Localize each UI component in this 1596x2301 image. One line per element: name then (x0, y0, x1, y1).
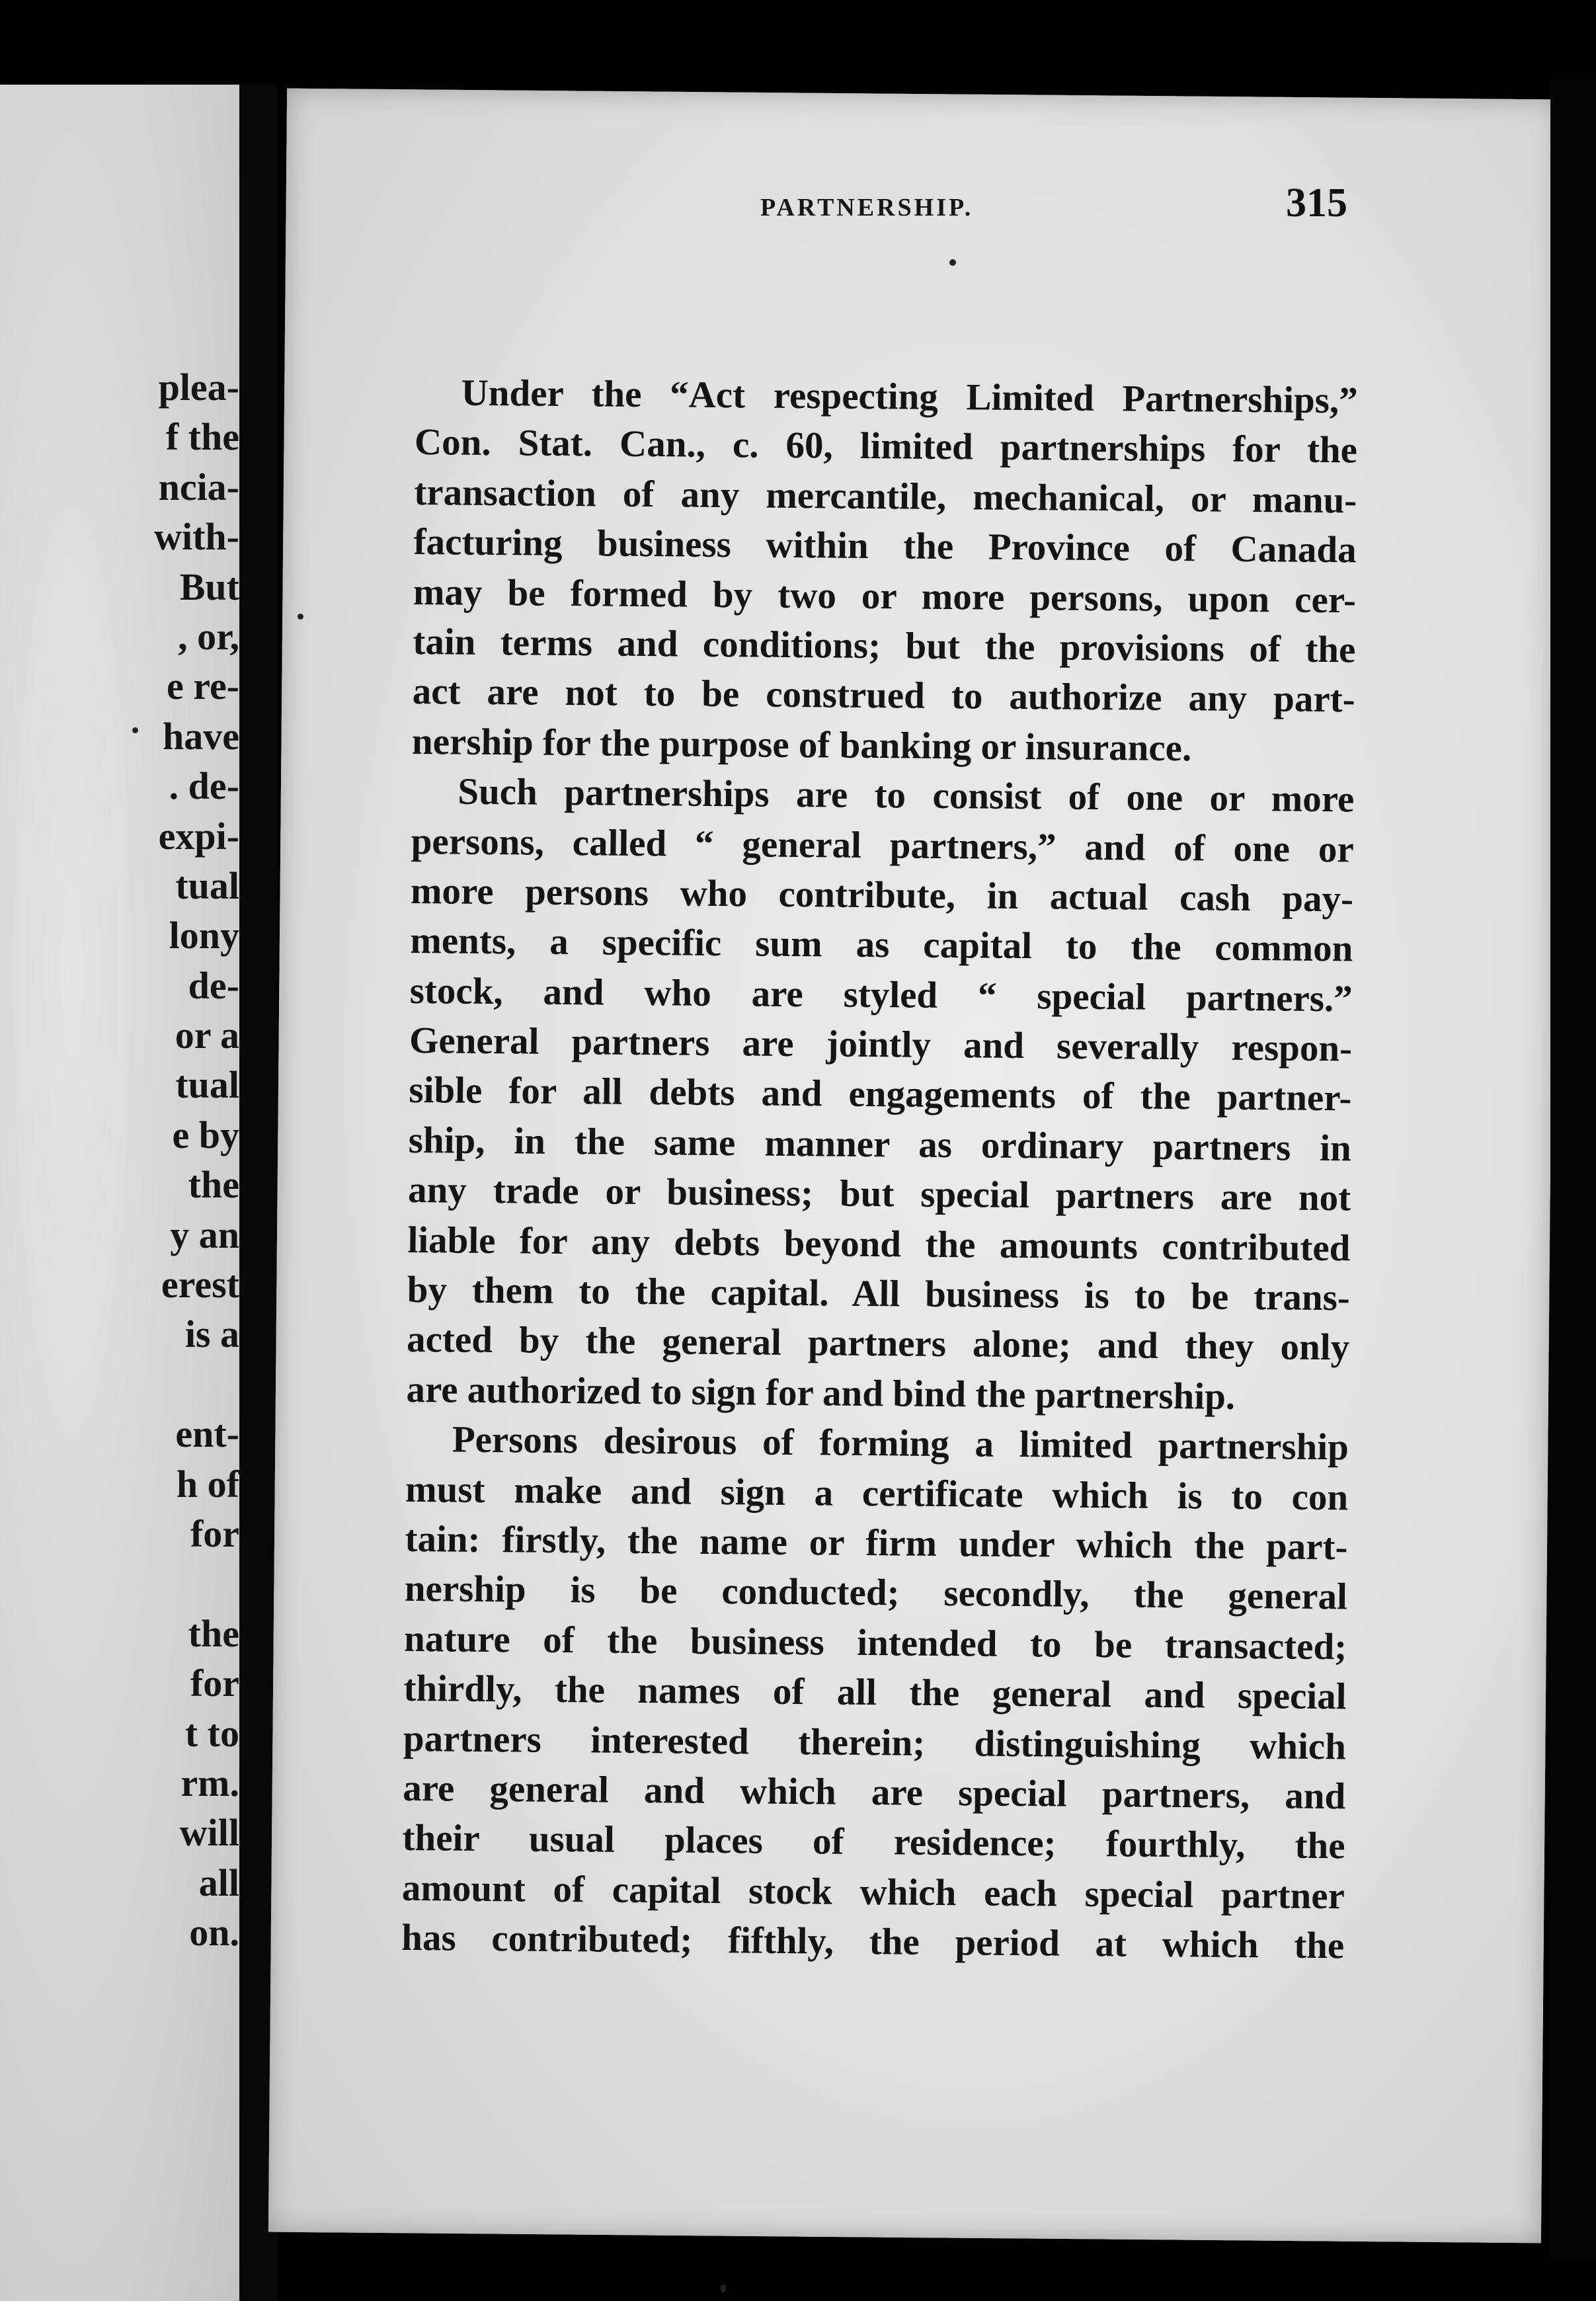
text-line: stock, and who are styled “ special partners.” (409, 969, 1353, 1020)
previous-page-line: the (188, 1163, 239, 1207)
previous-page-fragment (0, 85, 239, 2301)
text-line: nature of the business intended to be transacted; (403, 1617, 1347, 1668)
previous-page-line: t to (184, 1711, 239, 1755)
ink-speck (298, 614, 303, 620)
previous-page-line: h of (176, 1462, 239, 1506)
previous-page-line: for (190, 1662, 239, 1705)
previous-page-line: ncia- (158, 465, 239, 508)
text-line: tain: firstly, the name or firm under which the part- (405, 1517, 1348, 1568)
text-line: ship, in the same manner as ordinary partners in (408, 1119, 1352, 1170)
text-line: Persons desirous of forming a limited partnership (452, 1418, 1349, 1469)
previous-page-text (0, 362, 239, 1958)
page-edge-shadow (1550, 79, 1596, 2261)
text-line: General partners are jointly and severally respon- (409, 1020, 1353, 1070)
text-line: partners interested therein; distinguishing which (403, 1717, 1347, 1767)
previous-page-line: have (163, 714, 239, 758)
text-line: amount of capital stock which each special partner (401, 1867, 1345, 1918)
text-line: their usual places of residence; fourthly, the (402, 1817, 1345, 1867)
text-line: are authorized to sign for and bind the partnership. (406, 1368, 1236, 1418)
text-line: more persons who contribute, in actual cash pay- (410, 869, 1354, 920)
text-line: any trade or business; but special partners are not (407, 1169, 1351, 1219)
page-header (144, 180, 1354, 233)
text-line: are general and which are special partners, and (402, 1767, 1346, 1818)
body-text (401, 368, 1358, 1971)
ink-speck (132, 727, 138, 733)
ink-speck (721, 2284, 726, 2292)
text-line: transaction of any mercantile, mechanical, or manu- (414, 471, 1357, 522)
text-line: has contributed; fifthly, the period at which the (401, 1917, 1345, 1967)
previous-page-line: expi- (158, 814, 239, 858)
previous-page-line: . de- (169, 764, 239, 808)
text-line: Under the “Act respecting Limited Partnerships,” (461, 372, 1358, 422)
text-line: act are not to be construed to authorize any part- (412, 670, 1355, 721)
text-line: must make and sign a certificate which is to con (405, 1468, 1349, 1518)
previous-page-line: will (179, 1811, 239, 1855)
previous-page-line: de- (188, 963, 239, 1007)
previous-page-line: e re- (167, 665, 239, 708)
text-line: facturing business within the Province of Canada (413, 521, 1357, 571)
text-line: nership for the purpose of banking or insurance. (411, 720, 1192, 770)
previous-page-line: lony (169, 914, 239, 957)
text-line: by them to the capital. All business is to be trans- (407, 1268, 1351, 1319)
text-line: ments, a specific sum as capital to the common (410, 920, 1353, 970)
text-line: sible for all debts and engagements of the partner- (409, 1069, 1352, 1119)
previous-page-line: f the (165, 415, 239, 459)
previous-page-line: ent- (175, 1412, 239, 1456)
text-line: Con. Stat. Can., c. 60, limited partnerships for the (414, 421, 1358, 471)
previous-page-line: the (188, 1611, 239, 1655)
previous-page-line: with- (154, 515, 239, 559)
text-line: thirdly, the names of all the general and special (403, 1668, 1347, 1718)
previous-page-line: on. (189, 1911, 239, 1955)
page-number: 315 (1286, 181, 1347, 225)
text-line: tain terms and conditions; but the provisions of the (413, 620, 1356, 671)
previous-page-line: But (179, 565, 239, 608)
previous-page-line: e by (172, 1113, 239, 1156)
running-head: PARTNERSHIP. (760, 194, 974, 222)
previous-page-line: , or, (178, 614, 239, 658)
text-line: may be formed by two or more persons, upon cer- (413, 571, 1357, 621)
previous-page-line: y an (170, 1213, 239, 1256)
previous-page-line: tual (175, 1063, 239, 1107)
text-line: persons, called “ general partners,” and of one or (411, 820, 1354, 870)
previous-page-line: erest (161, 1263, 239, 1307)
previous-page-line: plea- (158, 366, 239, 409)
previous-page-line: for (190, 1512, 239, 1555)
previous-page-line: or a (175, 1014, 239, 1057)
text-line: Such partnerships are to consist of one or more (458, 770, 1355, 821)
text-line: liable for any debts beyond the amounts contributed (407, 1219, 1351, 1270)
previous-page-line: rm. (180, 1761, 239, 1804)
previous-page-line: is a (184, 1312, 239, 1356)
ink-speck (949, 259, 956, 266)
text-line: nership is be conducted; secondly, the general (404, 1568, 1348, 1618)
previous-page-line: tual (175, 864, 239, 907)
text-line: acted by the general partners alone; and they only (406, 1318, 1350, 1369)
previous-page-line: all (198, 1861, 239, 1904)
